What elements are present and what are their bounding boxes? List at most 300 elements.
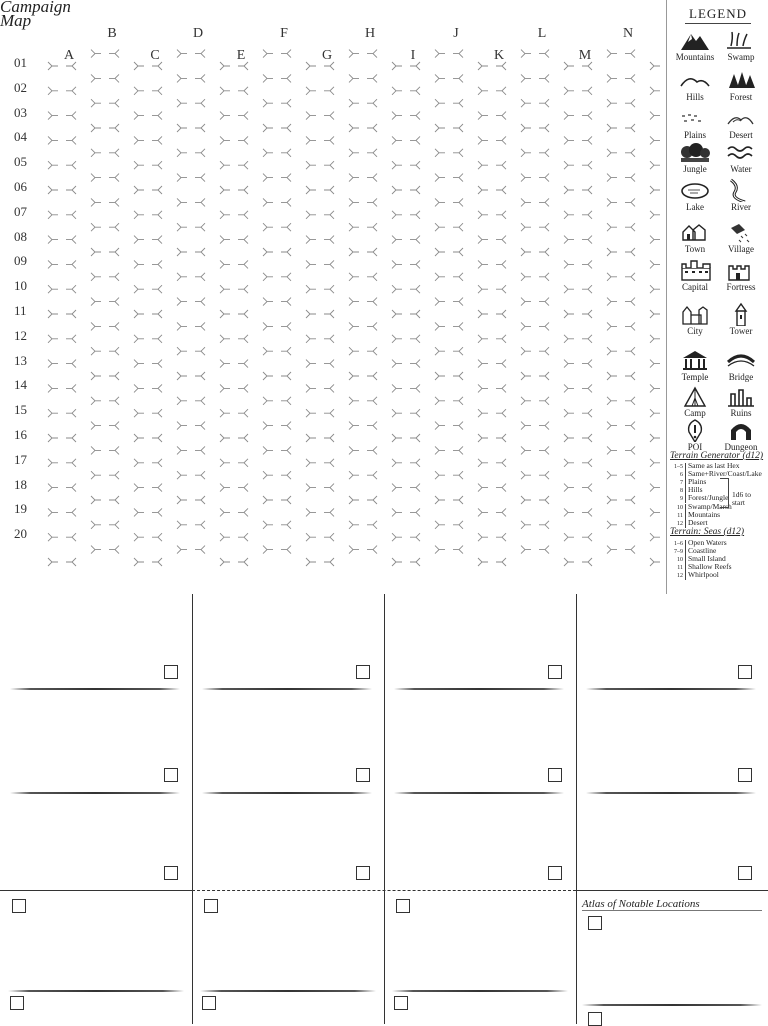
hex-vertex-mark [281,50,291,58]
hex-vertex-mark [48,360,58,368]
note-checkbox[interactable] [204,899,218,913]
tower-icon [725,302,757,326]
hex-vertex-mark [367,446,377,454]
note-line [10,792,180,794]
hex-vertex-mark [521,223,531,231]
hex-vertex-mark [496,285,506,293]
hex-vertex-mark [134,409,144,417]
hex-vertex-mark [134,533,144,541]
row-number-09: 09 [14,253,27,269]
hex-vertex-mark [410,211,420,219]
note-line [8,990,184,992]
hex-vertex-mark [91,174,101,182]
hex-vertex-mark [109,149,119,157]
hex-vertex-mark [152,434,162,442]
atlas-checkbox[interactable] [588,916,602,930]
hex-vertex-mark [410,335,420,343]
hex-vertex-mark [66,484,76,492]
legend-label: Hills [686,92,704,102]
legend-label: Mountains [675,52,715,62]
hex-vertex-mark [177,124,187,132]
note-checkbox[interactable] [202,996,216,1010]
hex-vertex-mark [435,298,445,306]
legend-label: POI [687,442,703,452]
hex-vertex-mark [306,310,316,318]
hex-vertex-mark [109,248,119,256]
hex-vertex-mark [324,161,334,169]
hex-vertex-mark [263,521,273,529]
hex-vertex-mark [238,211,248,219]
hex-vertex-mark [496,508,506,516]
hex-vertex-mark [238,409,248,417]
row-number-11: 11 [14,303,27,318]
hex-vertex-mark [539,248,549,256]
hex-vertex-mark [625,446,635,454]
note-checkbox[interactable] [548,866,562,880]
hex-vertex-mark [152,161,162,169]
hex-vertex-mark [349,149,359,157]
hex-vertex-mark [195,124,205,132]
hex-vertex-mark [521,198,531,206]
note-column-divider [576,890,577,1024]
hex-vertex-mark [392,434,402,442]
hex-vertex-mark [392,310,402,318]
hex-vertex-mark [91,471,101,479]
hex-vertex-mark [238,558,248,566]
hex-vertex-mark [48,384,58,392]
hex-vertex-mark [392,186,402,194]
hex-vertex-mark [220,285,230,293]
note-checkbox[interactable] [164,665,178,679]
hex-vertex-mark [306,459,316,467]
hex-vertex-mark [349,471,359,479]
note-checkbox[interactable] [164,768,178,782]
column-letter-e: E [236,48,246,63]
hex-vertex-mark [281,273,291,281]
hex-vertex-mark [91,298,101,306]
hex-vertex-mark [625,372,635,380]
hex-vertex-mark [521,496,531,504]
hex-vertex-mark [392,409,402,417]
hex-vertex-mark [582,335,592,343]
legend-label: Camp [684,408,706,418]
hex-vertex-mark [66,161,76,169]
hex-vertex-mark [152,236,162,244]
hex-vertex-mark [367,198,377,206]
hex-vertex-mark [66,112,76,120]
hex-vertex-mark [91,198,101,206]
legend-item-ruins [716,384,766,418]
hex-vertex-mark [152,360,162,368]
hex-vertex-mark [478,459,488,467]
hex-vertex-mark [392,112,402,120]
hex-vertex-mark [478,260,488,268]
hex-vertex-mark [650,62,660,70]
note-checkbox[interactable] [738,768,752,782]
hex-vertex-mark [48,310,58,318]
hex-vertex-mark [134,310,144,318]
hex-vertex-mark [539,149,549,157]
column-letter-i: I [410,48,416,63]
hex-vertex-mark [91,99,101,107]
hex-vertex-mark [306,161,316,169]
hex-vertex-mark [496,484,506,492]
roll-value: 11 [670,564,686,572]
hex-vertex-mark [496,533,506,541]
hex-vertex-mark [281,322,291,330]
hex-vertex-mark [109,521,119,529]
hex-vertex-mark [607,372,617,380]
hex-vertex-mark [496,112,506,120]
hex-vertex-mark [435,422,445,430]
hex-vertex-mark [582,236,592,244]
hex-vertex-mark [281,471,291,479]
hex-vertex-mark [66,360,76,368]
note-checkbox[interactable] [10,996,24,1010]
hex-vertex-mark [478,62,488,70]
city-icon [679,302,711,326]
hex-vertex-mark [367,422,377,430]
hex-vertex-mark [539,174,549,182]
roll-value: 8 [670,487,686,495]
hex-vertex-mark [564,62,574,70]
legend-item-hills [670,68,720,102]
hex-vertex-mark [349,422,359,430]
hex-vertex-mark [625,347,635,355]
hex-vertex-mark [177,99,187,107]
hex-vertex-mark [539,198,549,206]
hex-vertex-mark [435,471,445,479]
hex-vertex-mark [453,298,463,306]
note-checkbox[interactable] [738,665,752,679]
hex-vertex-mark [220,236,230,244]
hex-vertex-mark [564,434,574,442]
column-letter-j: J [453,26,459,41]
hex-vertex-mark [607,521,617,529]
hex-vertex-mark [564,136,574,144]
hex-vertex-mark [152,260,162,268]
hex-vertex-mark [263,347,273,355]
note-checkbox[interactable] [356,768,370,782]
row-number-01: 01 [14,55,27,70]
roll-value: 7 [670,479,686,487]
hex-vertex-mark [410,558,420,566]
note-checkbox[interactable] [356,665,370,679]
hex-vertex-mark [263,248,273,256]
hex-vertex-mark [392,260,402,268]
hex-vertex-mark [564,211,574,219]
hex-vertex-mark [238,186,248,194]
hex-vertex-mark [306,260,316,268]
hex-vertex-mark [109,446,119,454]
hex-vertex-mark [625,471,635,479]
desert-icon [725,106,757,130]
hex-vertex-mark [521,347,531,355]
hex-vertex-mark [453,397,463,405]
hex-vertex-mark [177,422,187,430]
hex-vertex-mark [478,186,488,194]
note-checkbox[interactable] [548,665,562,679]
hex-vertex-mark [453,273,463,281]
legend-title: LEGEND [667,6,768,22]
hex-vertex-mark [650,508,660,516]
hex-vertex-mark [324,384,334,392]
hex-vertex-mark [238,310,248,318]
hex-vertex-mark [607,397,617,405]
hex-vertex-mark [367,248,377,256]
hex-vertex-mark [48,409,58,417]
water-icon [725,140,757,164]
capital-icon [679,258,711,282]
hex-vertex-mark [410,384,420,392]
hex-vertex-mark [392,533,402,541]
hex-vertex-mark [349,50,359,58]
hex-vertex-mark [582,434,592,442]
hex-vertex-mark [349,397,359,405]
legend-item-village [716,220,766,254]
hex-vertex-mark [564,186,574,194]
legend-label: Plains [683,130,706,140]
hex-vertex-mark [496,136,506,144]
hex-vertex-mark [607,496,617,504]
column-letter-h: H [364,26,376,41]
hex-vertex-mark [582,384,592,392]
hex-vertex-mark [521,546,531,554]
hex-vertex-mark [625,198,635,206]
hex-vertex-mark [564,161,574,169]
hex-vertex-mark [650,112,660,120]
hex-vertex-mark [478,360,488,368]
hex-vertex-mark [392,558,402,566]
hex-vertex-mark [91,248,101,256]
hex-vertex-mark [48,508,58,516]
hex-vertex-mark [281,174,291,182]
note-checkbox[interactable] [548,768,562,782]
hex-vertex-mark [607,124,617,132]
hex-vertex-mark [367,471,377,479]
hex-vertex-mark [195,347,205,355]
hex-vertex-mark [91,372,101,380]
hex-vertex-mark [607,347,617,355]
hex-vertex-mark [66,310,76,318]
hex-vertex-mark [263,372,273,380]
note-checkbox[interactable] [164,866,178,880]
hex-vertex-mark [478,508,488,516]
column-letter-n: N [622,26,634,41]
hex-vertex-mark [521,50,531,58]
hex-vertex-mark [625,273,635,281]
hex-vertex-mark [109,496,119,504]
section-divider [576,890,768,891]
hex-vertex-mark [496,310,506,318]
hex-vertex-mark [435,273,445,281]
hex-vertex-mark [539,273,549,281]
hex-vertex-mark [177,496,187,504]
legend-item-jungle [670,140,720,174]
hex-vertex-mark [582,161,592,169]
hex-vertex-mark [306,434,316,442]
hex-vertex-mark [263,446,273,454]
hex-vertex-mark [91,347,101,355]
hex-vertex-mark [607,273,617,281]
hex-vertex-mark [263,422,273,430]
hex-vertex-mark [625,174,635,182]
hex-vertex-mark [306,211,316,219]
hex-vertex-mark [453,248,463,256]
hex-vertex-mark [66,508,76,516]
row-number-15: 15 [14,402,27,418]
hex-vertex-mark [66,434,76,442]
roll-result: Same as last Hex [688,461,740,470]
hex-vertex-mark [582,558,592,566]
terrain-row [670,571,766,580]
hex-vertex-mark [281,298,291,306]
hex-vertex-mark [263,471,273,479]
row-number-18: 18 [14,476,27,492]
hex-vertex-mark [349,99,359,107]
hex-vertex-mark [539,298,549,306]
hex-vertex-mark [48,136,58,144]
legend-label: City [687,326,703,336]
note-checkbox[interactable] [396,899,410,913]
hex-vertex-mark [306,62,316,70]
hex-vertex-mark [650,186,660,194]
hex-vertex-mark [607,446,617,454]
hex-vertex-mark [306,335,316,343]
hex-vertex-mark [91,50,101,58]
hex-vertex-mark [539,546,549,554]
hex-vertex-mark [625,50,635,58]
hex-vertex-mark [582,87,592,95]
roll-value: 10 [670,504,686,512]
hex-vertex-mark [152,508,162,516]
hex-vertex-mark [195,198,205,206]
hex-vertex-mark [263,198,273,206]
hex-vertex-mark [66,211,76,219]
hex-vertex-mark [521,397,531,405]
hex-vertex-mark [134,360,144,368]
hex-vertex-mark [453,546,463,554]
column-letter-d: D [192,26,204,41]
note-line [202,688,372,690]
hex-vertex-mark [281,74,291,82]
hex-vertex-mark [263,496,273,504]
hex-vertex-mark [177,273,187,281]
hex-vertex-mark [220,260,230,268]
hex-vertex-mark [367,298,377,306]
hex-vertex-mark [177,471,187,479]
hex-vertex-mark [306,112,316,120]
hex-vertex-mark [435,174,445,182]
legend-item-mountains [670,28,720,62]
hex-vertex-mark [195,223,205,231]
hex-vertex-mark [91,149,101,157]
hex-vertex-mark [109,50,119,58]
hex-vertex-mark [91,223,101,231]
row-number-20: 20 [14,526,27,542]
hex-vertex-mark [263,322,273,330]
hex-vertex-mark [263,273,273,281]
hex-vertex-mark [625,546,635,554]
hex-vertex-mark [392,384,402,392]
note-checkbox[interactable] [738,866,752,880]
legend-label: Temple [681,372,709,382]
hex-vertex-mark [435,223,445,231]
hex-vertex-mark [539,496,549,504]
hex-vertex-mark [134,384,144,392]
hex-vertex-mark [607,50,617,58]
hex-vertex-mark [195,521,205,529]
hex-vertex-mark [109,174,119,182]
hex-vertex-mark [349,322,359,330]
hex-vertex-mark [392,484,402,492]
hex-vertex-mark [281,347,291,355]
note-checkbox[interactable] [12,899,26,913]
hex-vertex-mark [435,99,445,107]
hex-vertex-mark [367,174,377,182]
hex-vertex-mark [177,322,187,330]
row-number-03: 03 [14,104,27,120]
note-checkbox[interactable] [394,996,408,1010]
hex-vertex-mark [177,248,187,256]
temple-icon [679,348,711,372]
hex-vertex-mark [582,360,592,368]
hex-vertex-mark [410,409,420,417]
hex-vertex-mark [478,533,488,541]
hex-vertex-mark [650,533,660,541]
hex-vertex-mark [195,446,205,454]
column-letter-f: F [280,26,288,41]
hex-vertex-mark [349,174,359,182]
hex-vertex-mark [435,372,445,380]
hex-vertex-mark [453,422,463,430]
legend-item-tower [716,302,766,336]
hex-vertex-mark [324,409,334,417]
hex-vertex-mark [238,459,248,467]
hex-vertex-mark [109,397,119,405]
hex-vertex-mark [134,186,144,194]
hex-vertex-mark [238,87,248,95]
map-title-line1: Campaign [0,0,71,16]
hex-vertex-mark [263,74,273,82]
hex-vertex-mark [48,186,58,194]
hex-vertex-mark [650,335,660,343]
lake-icon [679,178,711,202]
poi-icon [679,418,711,442]
hex-vertex-mark [281,223,291,231]
hex-vertex-mark [410,112,420,120]
hex-vertex-mark [177,174,187,182]
note-column-divider [192,594,193,890]
hex-vertex-mark [564,459,574,467]
atlas-title: Atlas of Notable Locations [582,898,700,910]
note-column-divider [384,594,385,890]
fortress-icon [725,258,757,282]
hex-vertex-mark [324,484,334,492]
hex-vertex-mark [91,521,101,529]
hex-vertex-mark [220,533,230,541]
hex-vertex-mark [349,372,359,380]
hex-vertex-mark [66,186,76,194]
hex-vertex-mark [453,149,463,157]
hex-vertex-mark [152,335,162,343]
hex-vertex-mark [453,496,463,504]
hex-vertex-mark [582,484,592,492]
hex-vertex-mark [263,174,273,182]
note-checkbox[interactable] [356,866,370,880]
hex-vertex-mark [220,87,230,95]
hex-vertex-mark [281,521,291,529]
